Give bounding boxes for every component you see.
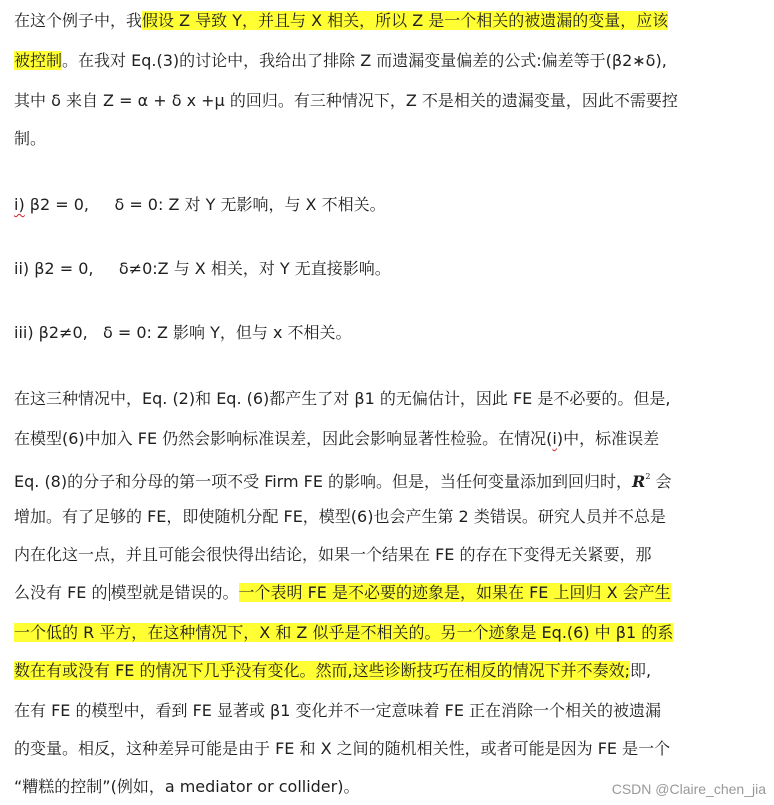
case-text: β2 = 0, δ = 0: Z 对 Y 无影响，与 X 不相关。	[24, 195, 386, 214]
para2-line6	[14, 580, 671, 606]
highlighted-text: 被控制	[14, 51, 63, 70]
para2-line3	[14, 464, 672, 490]
para2-line4: 增加。有了足够的 FE，即使随机分配 FE，模型(6)也会产生第 2 类错误。研究人员并不总是	[14, 507, 666, 526]
highlighted-text: 假设 Z 导致 Y，并且与 X 相关，所以 Z 是一个相关的被遗漏的变量，应该	[142, 11, 669, 30]
para1-text: 在这个例子中，我	[14, 11, 143, 30]
spellcheck-marker: i	[552, 429, 557, 448]
para2-line5: 内在化这一点，并且可能会很快得出结论，如果一个结果在 FE 的存在下变得无关紧要，那	[14, 545, 652, 564]
para2-text: 即,	[629, 661, 652, 680]
text-cursor	[109, 583, 110, 601]
para1-text: 。在我对 Eq.(3)的讨论中，我给出了排除 Z 而遗漏变量偏差的公式:偏差等于(β2∗δ),	[62, 51, 667, 70]
para2-text: 会	[650, 472, 672, 491]
r-squared-symbol	[632, 472, 650, 491]
para2-text: Eq. (8)的分子和分母的第一项不受 Firm FE 的影响。但是，当任何变量添加到回归时，	[14, 472, 633, 491]
para2-line7	[14, 620, 673, 646]
para1-line4: 制。	[14, 129, 47, 148]
case-i	[14, 192, 386, 218]
para2-text: )中，标准误差	[556, 429, 660, 448]
para1-line3: 其中 δ 来自 Z = α + δ x +μ 的回归。有三种情况下，Z 不是相关的遗漏变量，因此不需要控	[14, 91, 678, 110]
para1-line1	[14, 8, 668, 34]
highlighted-text: 数在有或没有 FE 的情况下几乎没有变化。然而,这些诊断技巧在相反的情况下并不奏效;	[14, 661, 630, 680]
para2-line10: 的变量。相反，这种差异可能是由于 FE 和 X 之间的随机相关性，或者可能是因为 FE 是一个	[14, 739, 671, 758]
para2-line8	[14, 658, 651, 684]
case-iii: iii) β2≠0, δ = 0: Z 影响 Y，但与 x 不相关。	[14, 323, 352, 342]
spellcheck-marker: i)	[14, 195, 25, 214]
para2-line1: 在这三种情况中，Eq. (2)和 Eq. (6)都产生了对 β1 的无偏估计，因此 FE 是不必要的。但是,	[14, 389, 671, 408]
superscript-2: 2	[645, 472, 651, 481]
r-letter: R	[632, 472, 646, 491]
para2-line11: “糟糕的控制”(例如，a mediator or collider)。	[14, 777, 360, 796]
para2-text: 在模型(6)中加入 FE 仍然会影响标准误差，因此会影响显著性检验。在情况(	[14, 429, 553, 448]
para2-text: 么没有 FE 的	[14, 583, 108, 602]
csdn-watermark: CSDN @Claire_chen_jia	[611, 781, 766, 797]
para2-line2	[14, 426, 659, 452]
highlighted-text: 一个低的 R 平方，在这种情况下，X 和 Z 似乎是不相关的。另一个迹象是 Eq.(6) 中 β1 的系	[14, 623, 674, 642]
para2-line9: 在有 FE 的模型中，看到 FE 显著或 β1 变化并不一定意味着 FE 正在消除一个相关的被遗漏	[14, 701, 662, 720]
case-ii: ii) β2 = 0, δ≠0:Z 与 X 相关，对 Y 无直接影响。	[14, 259, 391, 278]
para1-line2	[14, 48, 667, 74]
highlighted-text: 一个表明 FE 是不必要的迹象是，如果在 FE 上回归 X 会产生	[238, 583, 671, 602]
para2-text: 模型就是错误的。	[110, 583, 239, 602]
